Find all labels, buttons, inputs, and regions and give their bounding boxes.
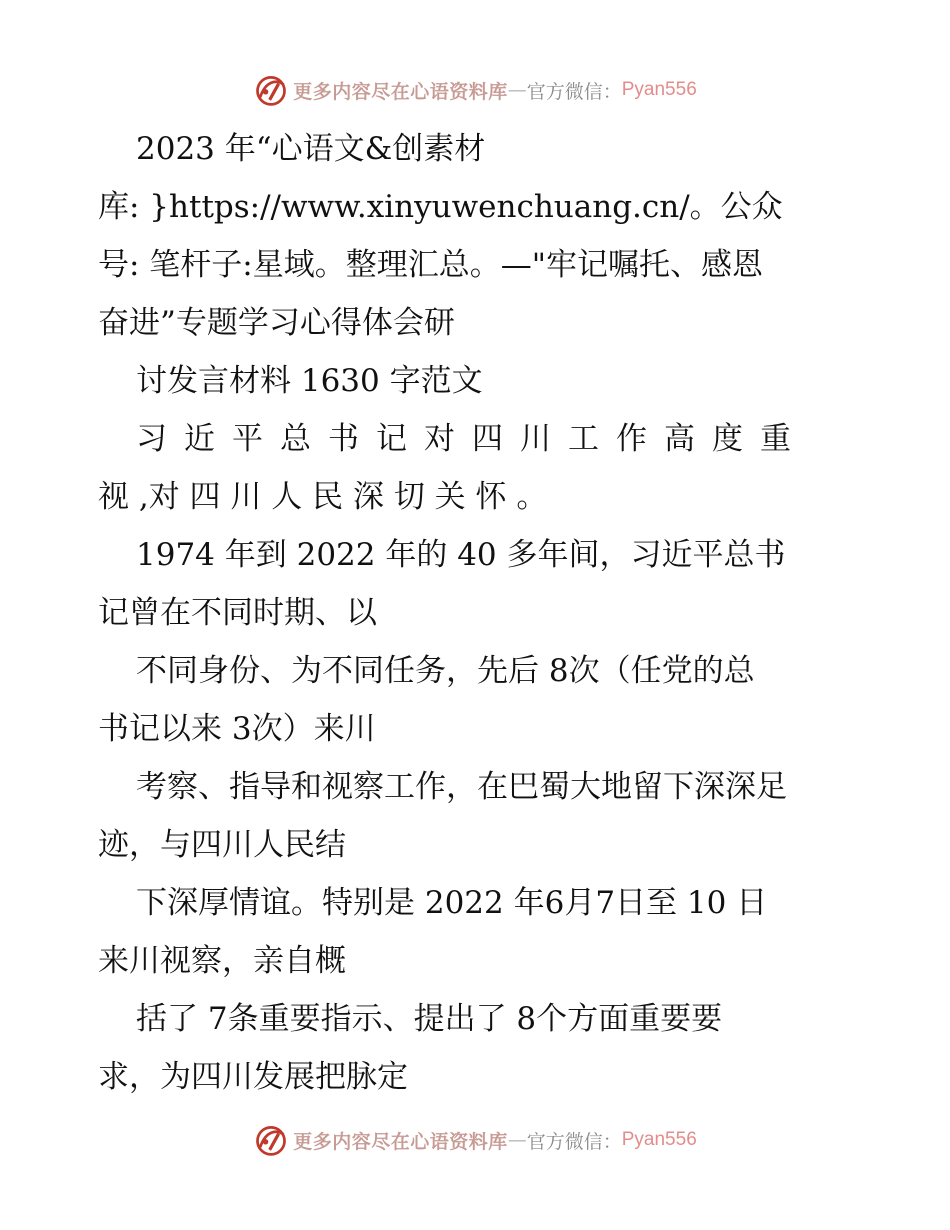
text-line: 习近平总书记对四川工作高度重 <box>136 421 808 457</box>
banner-wechat-id: Pyan556 <box>621 1129 697 1150</box>
text-line: 下深厚情谊。特别是 2022 年6月7日至 10 日 <box>136 885 768 921</box>
text-line: 来川视察，亲自概 <box>98 943 346 979</box>
banner-official-label: 官方微信： <box>526 80 622 103</box>
text-line: 讨发言材料 1630 字范文 <box>136 363 483 399</box>
red-swirl-pen-logo-icon <box>253 1122 289 1158</box>
red-swirl-pen-logo-icon <box>253 72 289 108</box>
footer-banner[interactable] <box>0 1120 950 1160</box>
text-line: 考察、指导和视察工作，在巴蜀大地留下深深足 <box>136 769 787 805</box>
text-line: 不同身份、为不同任务，先后 8次（任党的总 <box>136 653 755 689</box>
banner-wechat-id: Pyan556 <box>621 79 697 100</box>
banner-text: 更多内容尽在心语资料库 <box>293 1130 508 1153</box>
text-line: 号: 笔杆子:星域。整理汇总。—"牢记嘱托、感恩 <box>98 247 763 283</box>
text-line: 1974 年到 2022 年的 40 多年间，习近平总书 <box>136 537 786 573</box>
text-line: 视 ,对 四 川 人 民 深 切 关 怀 。 <box>98 479 548 515</box>
header-banner[interactable] <box>0 70 950 110</box>
text-line: 奋进”专题学习心得体会研 <box>98 305 455 341</box>
text-line: 库: }https://www.xinyuwenchuang.cn/。公众 <box>98 189 783 225</box>
text-line: 求，为四川发展把脉定 <box>98 1059 408 1095</box>
banner-dash: — <box>507 79 527 101</box>
banner-official-label: 官方微信： <box>526 1130 622 1153</box>
banner-text: 更多内容尽在心语资料库 <box>293 80 508 103</box>
text-line: 2023 年“心语文&创素材 <box>136 131 486 167</box>
text-line: 书记以来 3次）来川 <box>98 711 376 747</box>
text-line: 迹，与四川人民结 <box>98 827 346 863</box>
banner-dash: — <box>507 1129 527 1151</box>
document-body <box>98 120 858 1106</box>
text-line: 括了 7条重要指示、提出了 8个方面重要要 <box>136 1001 723 1037</box>
text-line: 记曾在不同时期、以 <box>98 595 377 631</box>
